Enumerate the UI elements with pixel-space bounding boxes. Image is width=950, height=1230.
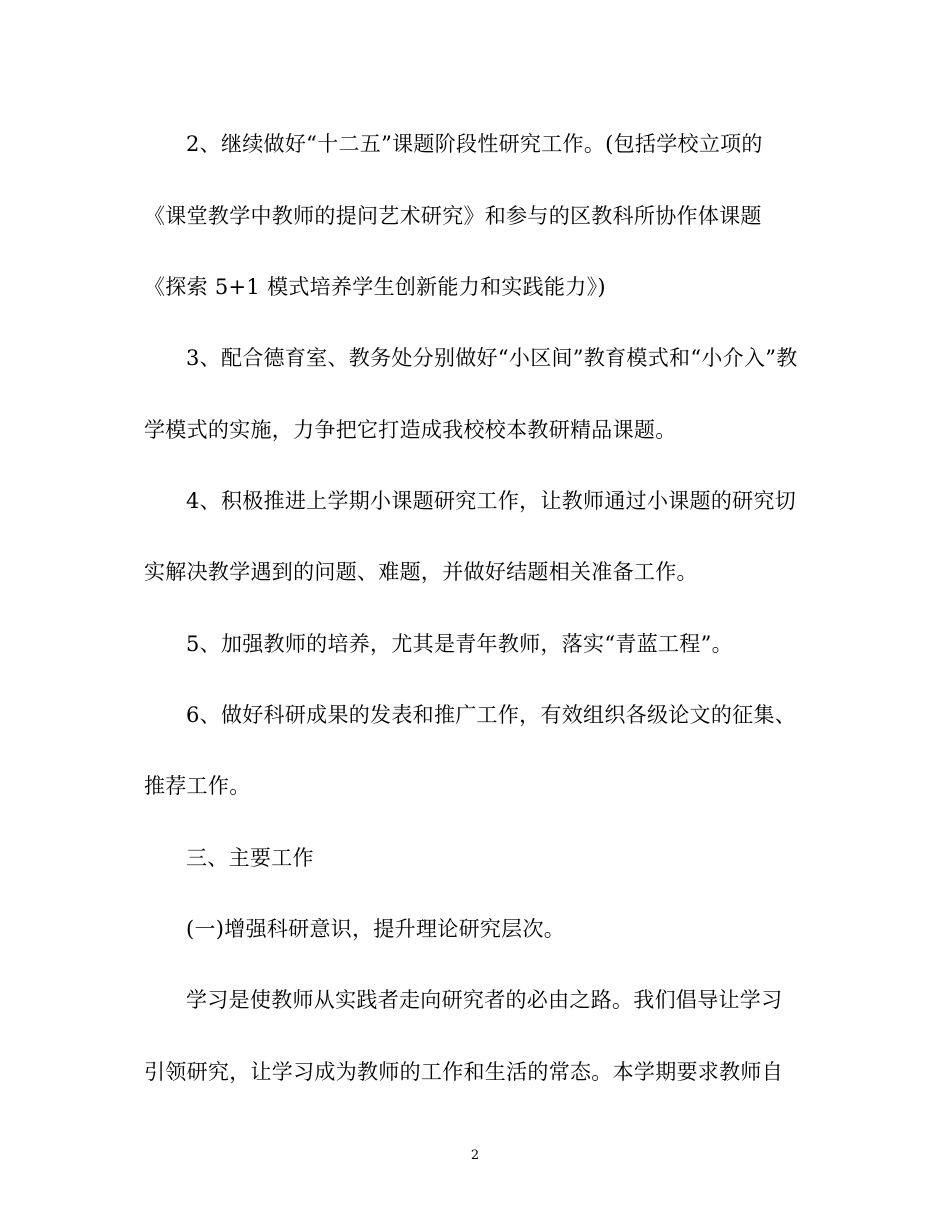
paragraph-line: 4、积极推进上学期小课题研究工作，让教师通过小课题的研究切 <box>186 489 797 513</box>
paragraph-line: 5、加强教师的培养，尤其是青年教师，落实“青蓝工程”。 <box>186 632 733 656</box>
subsection-heading: (一)增强科研意识，提升理论研究层次。 <box>186 917 566 941</box>
page-number: 2 <box>470 1148 480 1163</box>
paragraph-line: 6、做好科研成果的发表和推广工作，有效组织各级论文的征集、 <box>186 703 797 727</box>
paragraph-line: 推荐工作。 <box>144 774 251 798</box>
section-heading: 三、主要工作 <box>186 846 314 870</box>
paragraph-line: 学模式的实施，力争把它打造成我校校本教研精品课题。 <box>144 418 677 442</box>
paragraph-line: 《课堂教学中教师的提问艺术研究》和参与的区教科所协作体课题 <box>144 204 762 228</box>
paragraph-line: 学习是使教师从实践者走向研究者的必由之路。我们倡导让学习 <box>186 988 783 1012</box>
paragraph-line: 引领研究，让学习成为教师的工作和生活的常态。本学期要求教师自 <box>144 1060 783 1084</box>
paragraph-line: 《探索 5+1 模式培养学生创新能力和实践能力》) <box>144 275 606 299</box>
paragraph-line: 2、继续做好“十二五”课题阶段性研究工作。(包括学校立项的 <box>186 132 763 156</box>
paragraph-line: 实解决教学遇到的问题、难题，并做好结题相关准备工作。 <box>144 560 698 584</box>
paragraph-line: 3、配合德育室、教务处分别做好“小区间”教育模式和“小介入”教 <box>186 346 798 370</box>
